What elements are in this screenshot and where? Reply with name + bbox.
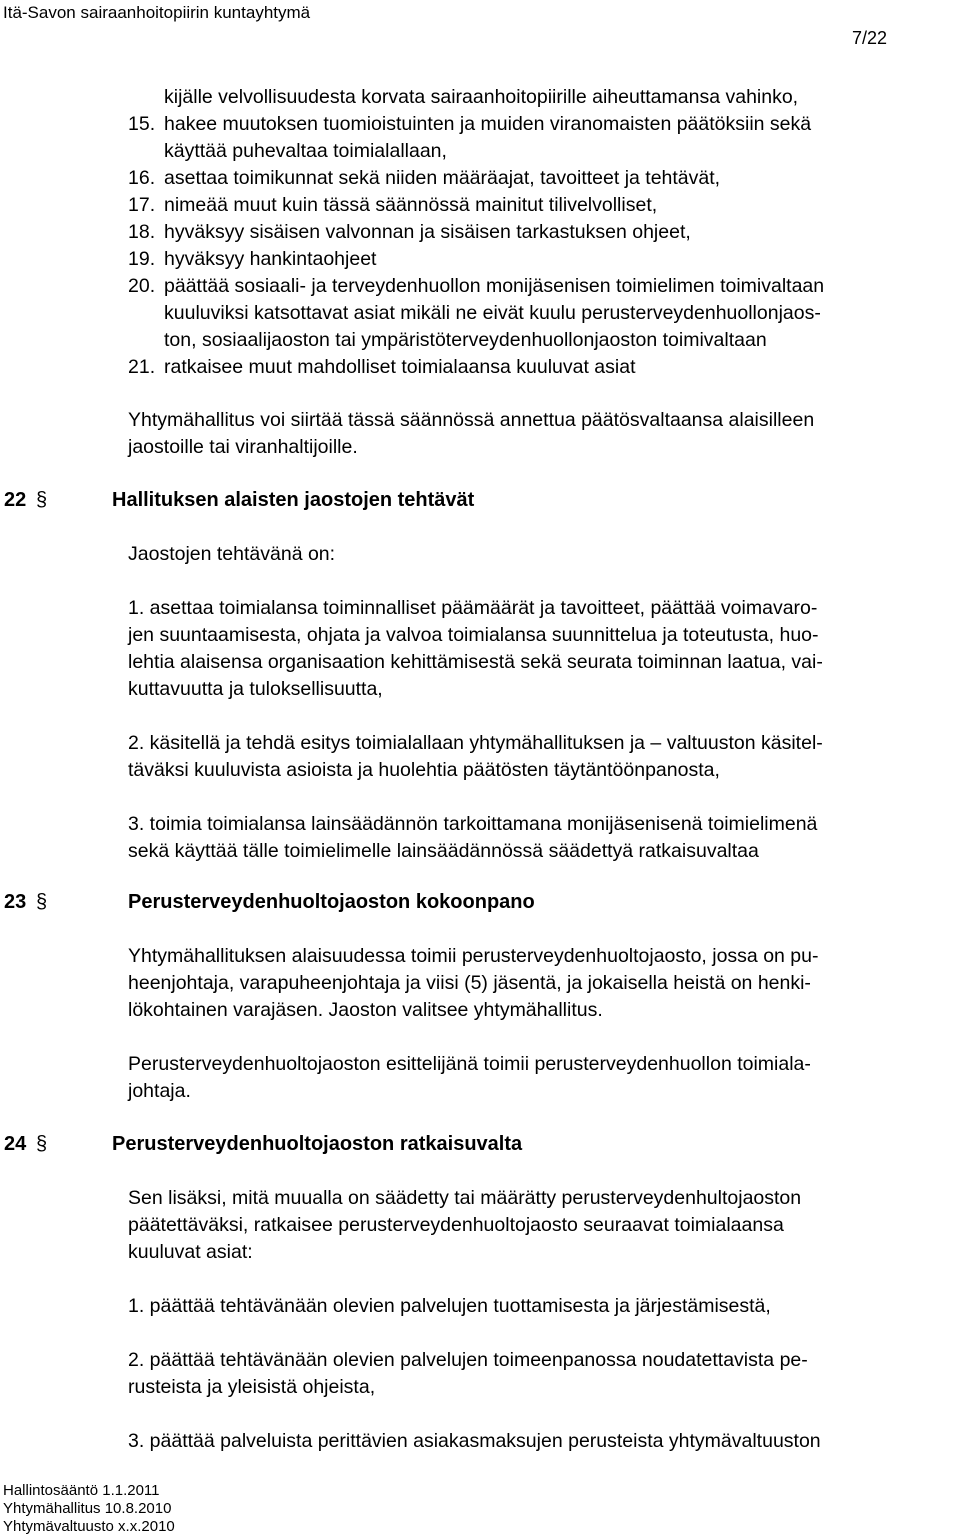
list-item-text: 2. käsitellä ja tehdä esitys toimialallaan yhtymähallituksen ja – valtuuston käsitel- <box>128 732 823 754</box>
section-number: 24 <box>4 1133 27 1155</box>
list-item-text: ton, sosiaalijaoston tai ympäristöterveydenhuollonjaoston toimivaltaan <box>164 329 767 351</box>
section-paragraph: Perusterveydenhuoltojaoston esittelijänä toimii perusterveydenhuollon toimiala- <box>128 1053 811 1075</box>
section-symbol: § <box>36 891 48 913</box>
footer-line: Yhtymävaltuusto x.x.2010 <box>3 1518 175 1535</box>
section-title: Hallituksen alaisten jaostojen tehtävät <box>112 489 475 511</box>
section-paragraph: heenjohtaja, varapuheenjohtaja ja viisi (5) jäsentä, ja jokaisella heistä on henki- <box>128 972 811 994</box>
section-paragraph: Yhtymähallituksen alaisuudessa toimii perusterveydenhuoltojaosto, jossa on pu- <box>128 945 819 967</box>
list-continuation: kijälle velvollisuudesta korvata sairaanhoitopiirille aiheuttamansa vahinko, <box>164 86 799 108</box>
list-item-text: 3. toimia toimialansa lainsäädännön tarkoittamana monijäsenisenä toimielimenä <box>128 813 818 835</box>
page-number: 7/22 <box>852 28 888 48</box>
list-item-text: 1. asettaa toimialansa toiminnalliset päämäärät ja tavoitteet, päättää voimavaro- <box>128 597 818 619</box>
list-item-text: ratkaisee muut mahdolliset toimialaansa kuuluvat asiat <box>164 356 636 378</box>
section-symbol: § <box>36 1133 48 1155</box>
list-item-text: 3. päättää palveluista perittävien asiakasmaksujen perusteista yhtymävaltuuston <box>128 1430 821 1452</box>
list-item-text: 1. päättää tehtävänään olevien palvelujen tuottamisesta ja järjestämisestä, <box>128 1295 771 1317</box>
list-item-number: 16. <box>128 167 156 189</box>
list-item-text: asettaa toimikunnat sekä niiden määräajat, tavoitteet ja tehtävät, <box>164 167 721 189</box>
list-item-number: 17. <box>128 194 156 216</box>
delegation-paragraph: jaostoille tai viranhaltijoille. <box>128 436 358 458</box>
list-item-number: 19. <box>128 248 156 270</box>
list-item-text: kuuluviksi katsottavat asiat mikäli ne eivät kuulu perusterveydenhuollonjaos- <box>164 302 821 324</box>
list-item-number: 20. <box>128 275 156 297</box>
list-item-text: täväksi kuuluvista asioista ja huolehtia päätösten täytäntöönpanosta, <box>128 759 720 781</box>
section-paragraph: lökohtainen varajäsen. Jaoston valitsee yhtymähallitus. <box>128 999 603 1021</box>
list-item-text: hakee muutoksen tuomioistuinten ja muiden viranomaisten päätöksiin sekä <box>164 113 812 135</box>
list-item-text: lehtia alaisensa organisaation kehittämisestä sekä seurata toiminnan laatua, vai- <box>128 651 823 673</box>
list-item-text: nimeää muut kuin tässä säännössä mainitut tilivelvolliset, <box>164 194 658 216</box>
list-item-number: 18. <box>128 221 156 243</box>
section-paragraph: kuuluvat asiat: <box>128 1241 253 1263</box>
section-paragraph: Sen lisäksi, mitä muualla on säädetty tai määrätty perusterveydenhultojaoston <box>128 1187 802 1209</box>
header-organization: Itä-Savon sairaanhoitopiirin kuntayhtymä <box>3 3 311 22</box>
section-number: 22 <box>4 489 27 511</box>
list-item-text: kuttavuutta ja tuloksellisuutta, <box>128 678 383 700</box>
delegation-paragraph: Yhtymähallitus voi siirtää tässä säännössä annettua päätösvaltaansa alaisilleen <box>128 409 815 431</box>
section-paragraph: johtaja. <box>128 1080 191 1102</box>
section-paragraph: päätettäväksi, ratkaisee perusterveydenhuoltojaosto seuraavat toimialaansa <box>128 1214 784 1236</box>
footer-line: Yhtymähallitus 10.8.2010 <box>3 1500 172 1517</box>
section-intro: Jaostojen tehtävänä on: <box>128 543 336 565</box>
list-item-text: hyväksyy sisäisen valvonnan ja sisäisen tarkastuksen ohjeet, <box>164 221 691 243</box>
list-item-text: rusteista ja yleisistä ohjeista, <box>128 1376 376 1398</box>
list-item-text: hyväksyy hankintaohjeet <box>164 248 377 270</box>
list-item-number: 15. <box>128 113 156 135</box>
list-item-number: 21. <box>128 356 156 378</box>
list-item-text: päättää sosiaali- ja terveydenhuollon monijäsenisen toimielimen toimivaltaan <box>164 275 825 297</box>
list-item-text: jen suuntaamisesta, ohjata ja valvoa toimialansa suunnittelua ja toteutusta, huo- <box>128 624 819 646</box>
footer-line: Hallintosääntö 1.1.2011 <box>3 1482 160 1499</box>
list-item-text: 2. päättää tehtävänään olevien palvelujen toimeenpanossa noudatettavista pe- <box>128 1349 808 1371</box>
section-number: 23 <box>4 891 27 913</box>
section-symbol: § <box>36 489 48 511</box>
section-title: Perusterveydenhuoltojaoston kokoonpano <box>128 891 535 913</box>
list-item-text: käyttää puhevaltaa toimialallaan, <box>164 140 447 162</box>
section-title: Perusterveydenhuoltojaoston ratkaisuvalta <box>112 1133 523 1155</box>
list-item-text: sekä käyttää tälle toimielimelle lainsäädännössä säädettyä ratkaisuvaltaa <box>128 840 759 862</box>
